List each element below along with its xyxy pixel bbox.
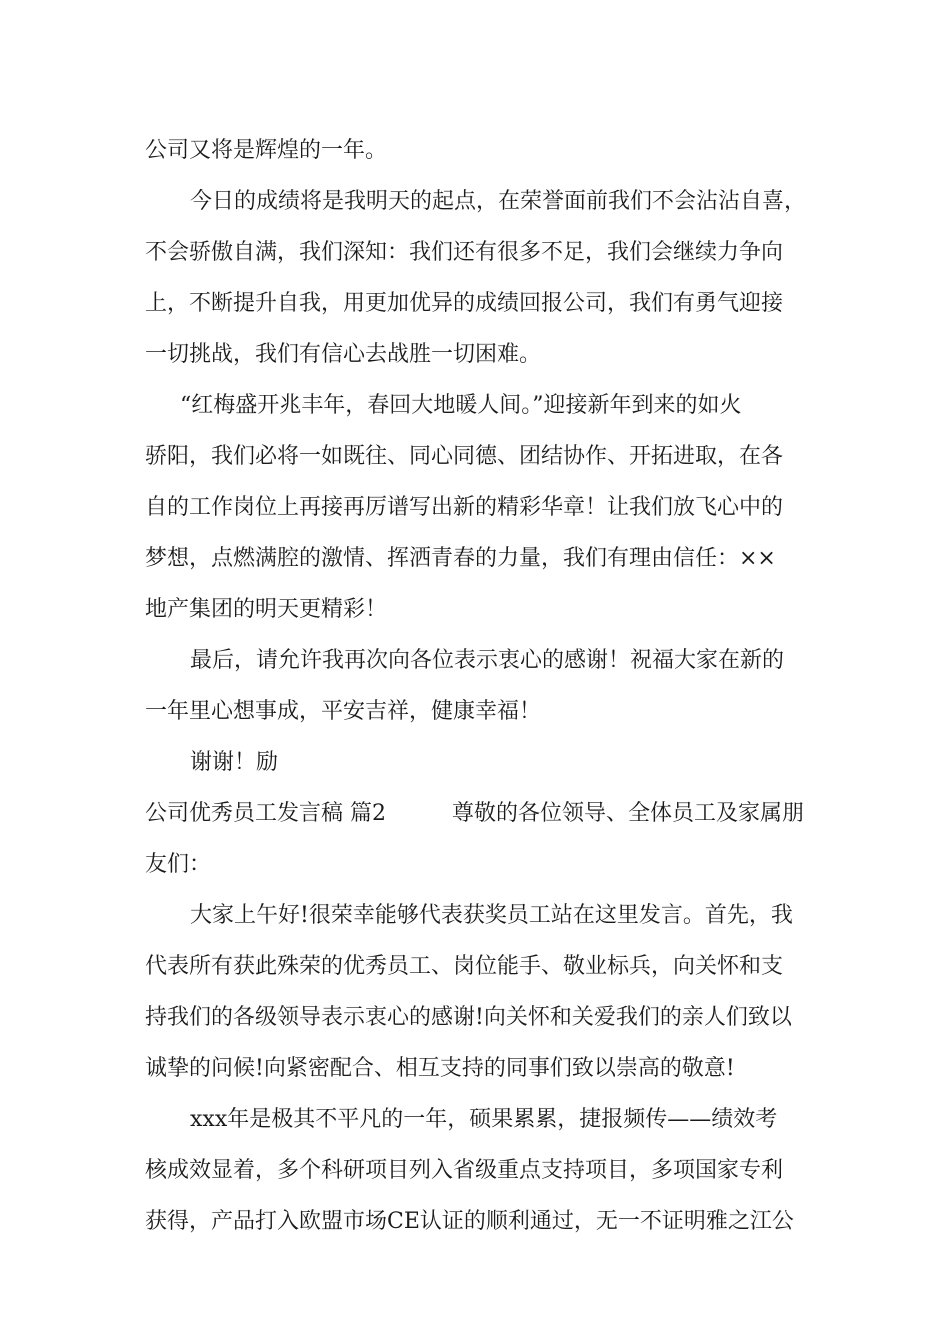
text-line: 大家上午好!很荣幸能够代表获奖员工站在这里发言。首先，我 xyxy=(190,903,793,928)
text-line: 公司又将是辉煌的一年。 xyxy=(145,138,388,163)
text-line: 一切挑战，我们有信心去战胜一切困难。 xyxy=(145,342,542,367)
section-heading-line: 公司优秀员工发言稿 篇2 尊敬的各位领导、全体员工及家属朋 xyxy=(145,801,804,826)
text-line: 上，不断提升自我，用更加优异的成绩回报公司，我们有勇气迎接 xyxy=(145,291,784,316)
text-line: 地产集团的明天更精彩！ xyxy=(145,597,388,622)
text-line: 梦想，点燃满腔的激情、挥洒青春的力量，我们有理由信任：×× xyxy=(145,546,776,571)
text-line: 谢谢！励 xyxy=(190,750,279,775)
text-line: 骄阳，我们必将一如既往、同心同德、团结协作、开拓进取，在各 xyxy=(145,444,784,469)
text-line: 获得，产品打入欧盟市场CE认证的顺利通过，无一不证明雅之江公 xyxy=(145,1209,794,1234)
text-line: 友们： xyxy=(145,852,212,877)
text-line: 自的工作岗位上再接再厉谱写出新的精彩华章！让我们放飞心中的 xyxy=(145,495,784,520)
text-line: 诚挚的问候!向紧密配合、相互支持的同事们致以崇高的敬意! xyxy=(145,1056,735,1081)
text-line: “红梅盛开兆丰年，春回大地暖人间。”迎接新年到来的如火 xyxy=(180,393,742,418)
text-line: 今日的成绩将是我明天的起点，在荣誉面前我们不会沾沾自喜， xyxy=(190,189,807,214)
text-line: 持我们的各级领导表示衷心的感谢!向关怀和关爱我们的亲人们致以 xyxy=(145,1005,792,1030)
text-line: 代表所有获此殊荣的优秀员工、岗位能手、敬业标兵，向关怀和支 xyxy=(145,954,784,979)
text-line: 一年里心想事成，平安吉祥，健康幸福！ xyxy=(145,699,542,724)
text-line: xxx年是极其不平凡的一年，硕果累累，捷报频传——绩效考 xyxy=(190,1107,778,1132)
text-line: 最后，请允许我再次向各位表示衷心的感谢！祝福大家在新的 xyxy=(190,648,785,673)
text-line: 不会骄傲自满，我们深知：我们还有很多不足，我们会继续力争向 xyxy=(145,240,784,265)
text-line: 核成效显着，多个科研项目列入省级重点支持项目，多项国家专利 xyxy=(145,1158,784,1183)
